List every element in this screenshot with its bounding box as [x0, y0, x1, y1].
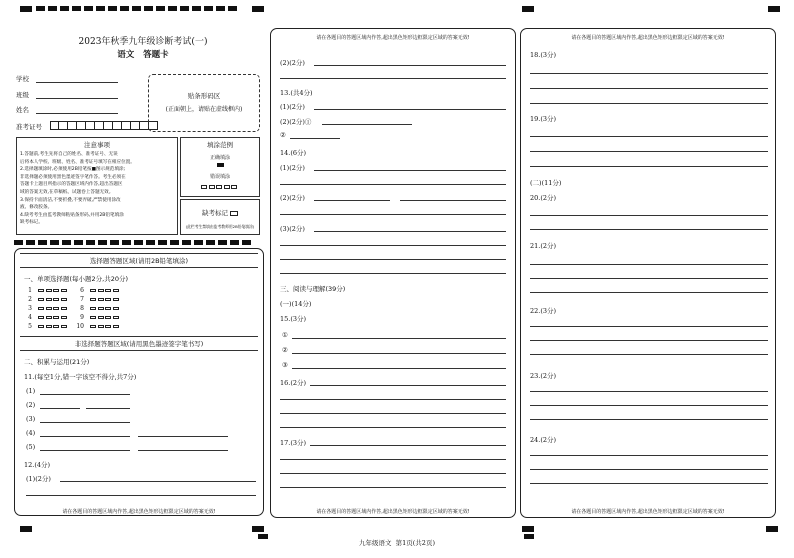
q14-part2: (2)(2分) [280, 194, 305, 202]
top-notice-right: 请在各题目的答题区域内作答,超出黑色矩形边框限定区域的答案无效! [571, 35, 725, 41]
exam-number-label: 准考证号 [16, 123, 42, 131]
answer-line[interactable] [138, 436, 228, 437]
notice-item: 答题卡上题目所指示的答题区域内作答,超出答题区 [20, 182, 123, 188]
nonchoice-area-header: 非选择题答题区域(请用黑色墨迹签字笔书写) [20, 336, 258, 351]
barcode-hint: (正面朝上，请贴在虚线框内) [165, 106, 243, 113]
question-13: 13.(共4分) [280, 89, 313, 97]
question-22: 22.(3分) [530, 307, 557, 315]
question-12: 12.(4分) [24, 461, 51, 469]
q13-part2-1: (2)(2分)① [280, 118, 312, 126]
answer-line[interactable] [530, 136, 768, 137]
answer-line[interactable] [530, 88, 768, 89]
q13-part2-2: ② [280, 131, 286, 139]
class-label: 班级 [16, 91, 29, 99]
answer-line[interactable] [280, 487, 506, 488]
section-three-title: 三、阅读与理解(39分) [280, 285, 346, 293]
absent-mark-box [180, 199, 260, 235]
answer-line[interactable] [530, 354, 768, 355]
q12-item: (1)(2分) [26, 475, 51, 483]
question-19: 19.(3分) [530, 115, 557, 123]
notice-list [17, 149, 177, 229]
answer-line[interactable] [530, 419, 768, 420]
wrong-fill-samples [181, 183, 259, 191]
correct-fill-label: 正确填涂 [209, 155, 230, 161]
q15-item: ① [282, 331, 288, 339]
exam-number-boxes[interactable] [50, 121, 158, 130]
q14-part3: (3)(2分) [280, 225, 305, 233]
answer-line[interactable] [292, 338, 506, 339]
answer-line[interactable] [314, 170, 506, 171]
registration-mark [252, 6, 264, 12]
q11-item: (3) [26, 415, 36, 423]
answer-line[interactable] [530, 215, 768, 216]
answer-line[interactable] [40, 436, 130, 437]
choice-row[interactable] [26, 305, 120, 312]
answer-line[interactable] [530, 73, 768, 74]
answer-line[interactable] [530, 391, 768, 392]
registration-mark [20, 526, 32, 532]
barcode-area [148, 74, 260, 132]
question-16: 16.(2分) [280, 379, 307, 387]
q14-part1: (1)(2分) [280, 164, 305, 172]
bottom-notice-left: 请在各题目的答题区域内作答,超出黑色矩形边框限定区域的答案无效! [62, 509, 216, 515]
absent-mark-checkbox[interactable] [230, 211, 238, 216]
registration-mark [522, 6, 534, 12]
registration-mark [20, 6, 32, 12]
answer-line[interactable] [280, 78, 506, 79]
wrong-fill-label: 错误填涂 [209, 174, 230, 180]
notice-item: 4.缺考考生由监考教师粘贴条形码,并用2B铅笔填涂 [20, 212, 124, 218]
notice-item: 域的答案无效,在草稿纸、试题卷上答题无效。 [20, 189, 114, 195]
question-number: 2 [28, 296, 32, 303]
answer-line[interactable] [138, 450, 228, 451]
name-label: 姓名 [16, 106, 29, 114]
fill-example-title: 填涂范例 [207, 141, 233, 149]
answer-line[interactable] [280, 184, 506, 185]
barcode-title: 贴条形码区 [187, 92, 221, 100]
notice-item: 2.选择题填涂时,必须使用2B铅笔按■图示规范填涂; [20, 167, 126, 173]
question-number: 4 [28, 314, 32, 321]
choice-row[interactable] [26, 314, 120, 321]
answer-line[interactable] [40, 394, 130, 395]
q13-part1: (1)(2分) [280, 103, 305, 111]
answer-line[interactable] [280, 427, 506, 428]
exam-subtitle: 语文 答题卡 [117, 50, 169, 60]
answer-line[interactable] [40, 422, 130, 423]
answer-line[interactable] [40, 450, 130, 451]
answer-line[interactable] [530, 483, 768, 484]
q15-item: ② [282, 346, 288, 354]
answer-line[interactable] [292, 368, 506, 369]
answer-line[interactable] [280, 273, 506, 274]
page-footer: 九年级语文 第1页(共2页) [359, 539, 435, 547]
choice-row[interactable] [26, 296, 120, 303]
answer-line[interactable] [280, 399, 506, 400]
choice-row[interactable] [26, 323, 120, 330]
registration-mark [524, 534, 534, 539]
answer-line[interactable] [530, 264, 768, 265]
class-field[interactable] [36, 98, 118, 99]
choice-section-title: 一、单项选择题(每小题2分,共20分) [24, 275, 129, 283]
school-label: 学校 [16, 75, 29, 83]
question-20: 20.(2分) [530, 194, 557, 202]
question-number: 7 [80, 296, 84, 303]
choice-row[interactable] [26, 287, 120, 294]
answer-line[interactable] [400, 200, 506, 201]
answer-line[interactable] [40, 408, 80, 409]
school-field[interactable] [36, 82, 118, 83]
timing-marks-top [36, 6, 237, 11]
q13-bracket[interactable] [322, 116, 412, 125]
answer-line[interactable] [530, 405, 768, 406]
question-15: 15.(3分) [280, 315, 307, 323]
timing-marks-mid [14, 240, 251, 245]
question-number: 5 [28, 323, 32, 330]
answer-line[interactable] [530, 166, 768, 167]
answer-line[interactable] [280, 245, 506, 246]
answer-line[interactable] [292, 353, 506, 354]
exam-title: 2023年秋季九年级诊断考试(一) [78, 37, 208, 47]
answer-line[interactable] [280, 473, 506, 474]
answer-line[interactable] [310, 385, 506, 386]
notice-item: 液、修改胶条。 [20, 205, 53, 211]
q11-item: (2) [26, 401, 36, 409]
question-number: 1 [28, 287, 32, 294]
answer-line[interactable] [530, 455, 768, 456]
bottom-notice-right: 请在各题目的答题区域内作答,超出黑色矩形边框限定区域的答案无效! [571, 509, 725, 515]
answer-line[interactable] [280, 413, 506, 414]
registration-mark [258, 534, 268, 539]
answer-line[interactable] [60, 481, 256, 482]
subsection-one: (一)(14分) [280, 300, 312, 308]
question-number: 3 [28, 305, 32, 312]
q11-item: (4) [26, 429, 36, 437]
notice-item: 后将本人学校、班级、姓名、准考证号填写在相应位置。 [20, 159, 135, 165]
notice-item: 3.保持卡面清洁,不要折叠,不要弄破,严禁使用涂改 [20, 197, 121, 203]
question-number: 8 [80, 305, 84, 312]
question-23: 23.(2分) [530, 372, 557, 380]
absent-mark-label: 缺考标记 [201, 209, 228, 217]
answer-line[interactable] [530, 292, 768, 293]
answer-line[interactable] [314, 109, 506, 110]
name-field[interactable] [36, 113, 118, 114]
absent-mark-hint: (此栏考生禁填由监考教师用2B铅笔填涂) [185, 224, 255, 229]
question-18: 18.(3分) [530, 51, 557, 59]
bottom-notice-middle: 请在各题目的答题区域内作答,超出黑色矩形边框限定区域的答案无效! [316, 509, 470, 515]
answer-line[interactable] [86, 408, 130, 409]
answer-line[interactable] [530, 326, 768, 327]
q12-part2: (2)(2分) [280, 59, 305, 67]
section-two-title: 二、积累与运用(21分) [24, 358, 90, 366]
answer-panel-right [520, 28, 776, 518]
q11-item: (5) [26, 443, 36, 451]
notice-title: 注意事项 [84, 141, 110, 149]
answer-line[interactable] [310, 445, 506, 446]
question-24: 24.(2分) [530, 436, 557, 444]
question-number: 9 [80, 314, 84, 321]
question-number: 10 [76, 323, 84, 330]
answer-line[interactable] [280, 259, 506, 260]
correct-fill-sample [217, 163, 224, 167]
notice-item: 1.答题前,考生先将自己的姓名、准考证号、无误 [20, 152, 118, 157]
answer-line[interactable] [314, 65, 506, 66]
answer-line[interactable] [314, 200, 390, 201]
answer-line[interactable] [290, 138, 340, 139]
registration-mark [252, 526, 264, 532]
answer-line[interactable] [26, 495, 256, 496]
question-21: 21.(2分) [530, 242, 557, 250]
registration-mark [768, 6, 780, 12]
answer-line[interactable] [280, 214, 506, 215]
notice-box [16, 137, 178, 235]
registration-mark [766, 526, 778, 532]
answer-line[interactable] [530, 340, 768, 341]
notice-item: 缺考标记。 [20, 220, 43, 226]
answer-line[interactable] [530, 278, 768, 279]
answer-line[interactable] [530, 229, 768, 230]
question-14: 14.(6分) [280, 149, 307, 157]
question-17: 17.(3分) [280, 439, 307, 447]
subsection-two: (二)(11分) [530, 179, 562, 187]
top-notice-middle: 请在各题目的答题区域内作答,超出黑色矩形边框限定区域的答案无效! [316, 35, 470, 41]
choice-area-header: 选择题答题区域(请用2B铅笔填涂) [20, 253, 258, 268]
fill-example-box [180, 137, 260, 197]
answer-line[interactable] [530, 103, 768, 104]
question-11: 11.(每空1分,错一字该空不得分,共7分) [24, 373, 137, 381]
q15-item: ③ [282, 361, 288, 369]
notice-item: 非选择题必须使用黑色墨迹签字笔作答。考生必须在 [20, 174, 126, 180]
answer-line[interactable] [530, 469, 768, 470]
q11-item: (1) [26, 387, 36, 395]
registration-mark [522, 526, 534, 532]
question-number: 6 [80, 287, 84, 294]
answer-line[interactable] [530, 151, 768, 152]
answer-line[interactable] [314, 231, 506, 232]
answer-line[interactable] [280, 459, 506, 460]
